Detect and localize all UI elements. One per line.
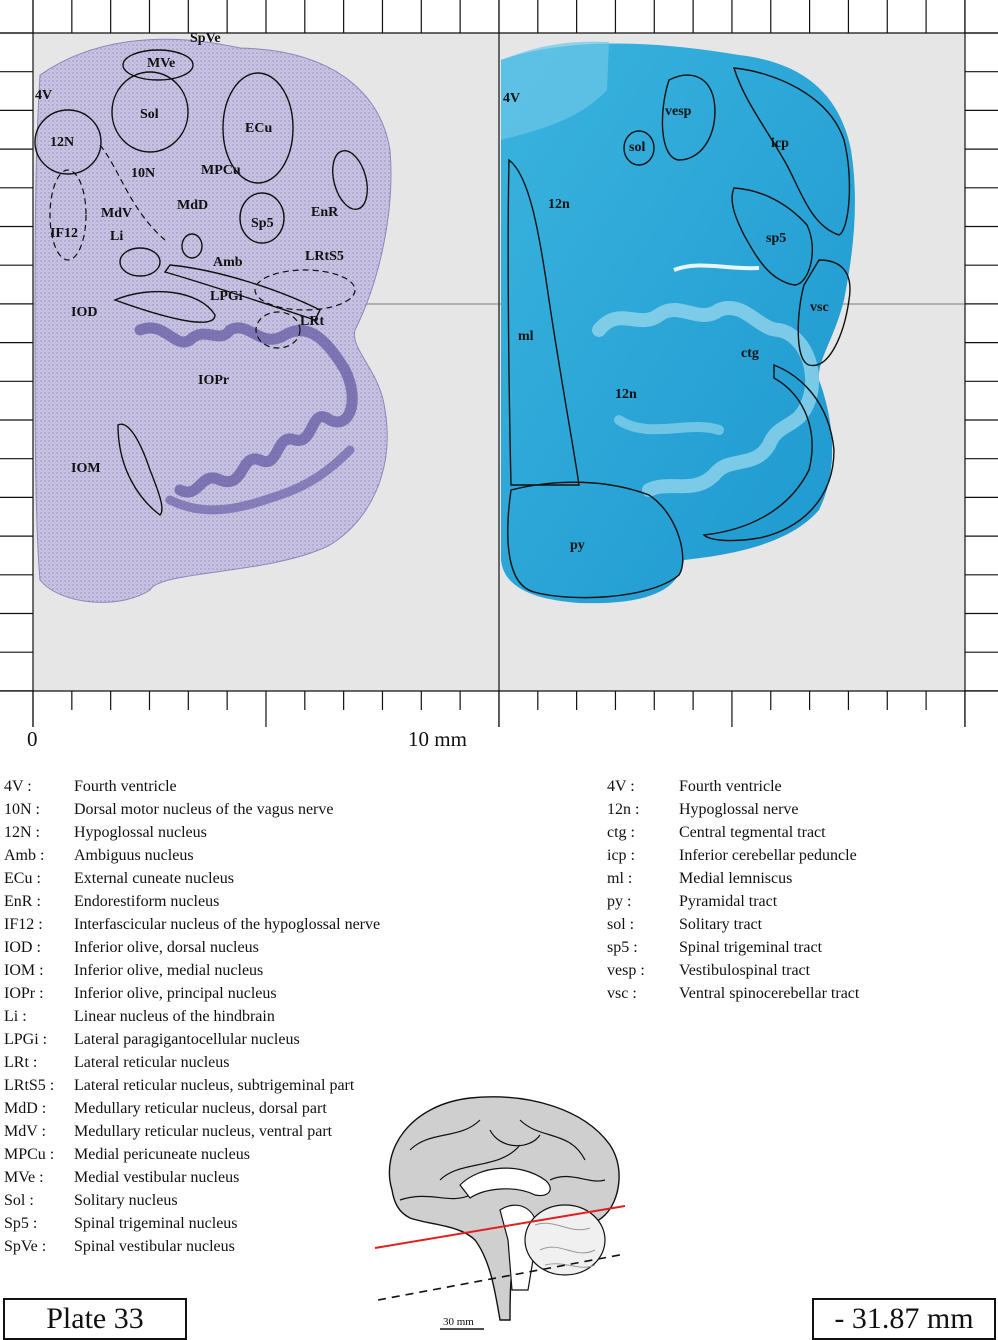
label-ecu: ECu — [245, 121, 273, 136]
legend_right-row — [607, 982, 859, 1005]
legend_right-row — [607, 959, 859, 982]
legend_left-row — [4, 1005, 380, 1028]
legend-description: Solitary nucleus — [74, 1192, 178, 1209]
label-li: Li — [110, 229, 124, 244]
legend-abbreviation: 12n : — [607, 801, 640, 818]
legend-description: Linear nucleus of the hindbrain — [74, 1008, 275, 1025]
label-lrts5: LRtS5 — [305, 249, 344, 264]
legend_left-row — [4, 1212, 380, 1235]
legend-description: External cuneate nucleus — [74, 870, 234, 887]
legend_left-row — [4, 936, 380, 959]
legend_left-row — [4, 959, 380, 982]
legend_right-row — [607, 867, 859, 890]
position-value: - 31.87 mm — [834, 1302, 974, 1335]
label-vsc: vsc — [810, 300, 829, 315]
label-12N: 12N — [50, 135, 75, 150]
legend_left-row — [4, 798, 380, 821]
label-mdv: MdV — [101, 206, 133, 221]
legend_left-row — [4, 1097, 380, 1120]
legend-description: Central tegmental tract — [679, 824, 826, 841]
legend_left-row — [4, 844, 380, 867]
legend-description: Spinal trigeminal tract — [679, 939, 823, 956]
legend-abbreviation: MdV : — [4, 1123, 46, 1140]
label-if12: IF12 — [50, 226, 78, 241]
myelin-section — [499, 0, 965, 700]
legend_left-row — [4, 1074, 380, 1097]
legend-abbreviation: MdD : — [4, 1100, 47, 1117]
legend_left-row — [4, 867, 380, 890]
legend_right-row — [607, 913, 859, 936]
label-iopr: IOPr — [198, 373, 230, 388]
legend_left-row — [4, 1235, 380, 1258]
label-sol: Sol — [140, 107, 159, 122]
legend_left-row — [4, 1051, 380, 1074]
legend-abbreviation: vesp : — [607, 962, 645, 979]
legend-description: Medullary reticular nucleus, ventral part — [74, 1123, 333, 1140]
legend-abbreviation: ctg : — [607, 824, 635, 841]
legend-right — [607, 775, 859, 1005]
legend-description: Medial pericuneate nucleus — [74, 1146, 250, 1163]
label-icp: icp — [771, 136, 789, 151]
label-enr: EnR — [311, 205, 339, 220]
legend-description: Lateral paragigantocellular nucleus — [74, 1031, 300, 1048]
legend-abbreviation: LRtS5 : — [4, 1077, 55, 1094]
label-4v-right: 4V — [503, 91, 521, 106]
legend-description: Hypoglossal nerve — [679, 801, 799, 818]
brain-diagram — [370, 1090, 640, 1325]
legend-abbreviation: MVe : — [4, 1169, 44, 1186]
label-mpcu: MPCu — [201, 163, 241, 178]
legend-abbreviation: LPGi : — [4, 1031, 48, 1048]
legend-description: Inferior olive, dorsal nucleus — [74, 939, 259, 956]
legend-description: Inferior olive, principal nucleus — [74, 985, 277, 1002]
label-ml: ml — [518, 329, 534, 344]
legend-description: Pyramidal tract — [679, 893, 778, 910]
legend-abbreviation: 4V : — [4, 778, 32, 795]
legend-description: Medial lemniscus — [679, 870, 793, 887]
legend-left — [4, 775, 380, 1258]
scale-bar-label: 30 mm — [443, 1316, 474, 1328]
legend-description: Inferior olive, medial nucleus — [74, 962, 264, 979]
legend-abbreviation: LRt : — [4, 1054, 38, 1071]
legend-description: Ambiguus nucleus — [74, 847, 194, 864]
legend-abbreviation: Sp5 : — [4, 1215, 38, 1232]
legend-description: Ventral spinocerebellar tract — [679, 985, 860, 1002]
legend_left-row — [4, 1166, 380, 1189]
legend-abbreviation: icp : — [607, 847, 635, 864]
legend-abbreviation: MPCu : — [4, 1146, 55, 1163]
legend-abbreviation: 4V : — [607, 778, 635, 795]
legend-abbreviation: py : — [607, 893, 632, 910]
ruler-end-label: 10 mm — [408, 727, 467, 751]
label-12n-upper: 12n — [548, 197, 570, 212]
legend-description: Medial vestibular nucleus — [74, 1169, 240, 1186]
label-sp5: Sp5 — [251, 216, 274, 231]
legend-abbreviation: ml : — [607, 870, 633, 887]
label-4v-left: 4V — [35, 88, 53, 103]
legend_right-row — [607, 798, 859, 821]
legend_left-row — [4, 1189, 380, 1212]
label-sol-tract: sol — [629, 140, 646, 155]
legend_left-row — [4, 982, 380, 1005]
legend_right-row — [607, 821, 859, 844]
legend-description: Hypoglossal nucleus — [74, 824, 207, 841]
label-mve: MVe — [147, 56, 176, 71]
legend-description: Vestibulospinal tract — [679, 962, 811, 979]
legend-abbreviation: IOM : — [4, 962, 44, 979]
legend_left-row — [4, 821, 380, 844]
legend-description: Interfascicular nucleus of the hypoglossal nerve — [74, 916, 381, 933]
label-sp5-tract: sp5 — [766, 231, 787, 246]
legend-description: Medullary reticular nucleus, dorsal part — [74, 1100, 327, 1117]
legend-description: Spinal vestibular nucleus — [74, 1238, 235, 1255]
legend-abbreviation: IOPr : — [4, 985, 44, 1002]
legend-description: Lateral reticular nucleus, subtrigeminal part — [74, 1077, 355, 1094]
legend-abbreviation: Amb : — [4, 847, 45, 864]
label-lrt: LRt — [300, 314, 325, 329]
legend-abbreviation: SpVe : — [4, 1238, 47, 1255]
legend-abbreviation: sol : — [607, 916, 635, 933]
legend_left-row — [4, 1028, 380, 1051]
legend-abbreviation: 10N : — [4, 801, 40, 818]
legend_right-row — [607, 936, 859, 959]
nissl-section — [0, 0, 499, 700]
legend-abbreviation: Sol : — [4, 1192, 34, 1209]
legend-description: Dorsal motor nucleus of the vagus nerve — [74, 801, 334, 818]
label-lpgi: LPGi — [210, 289, 243, 304]
legend_right-row — [607, 844, 859, 867]
legend-description: Solitary tract — [679, 916, 763, 933]
legend_left-row — [4, 890, 380, 913]
label-spve: SpVe — [190, 31, 221, 46]
legend_left-row — [4, 1143, 380, 1166]
legend-description: Lateral reticular nucleus — [74, 1054, 230, 1071]
position-box — [812, 1298, 996, 1340]
label-vesp: vesp — [665, 104, 692, 119]
label-ctg: ctg — [741, 346, 759, 361]
legend-description: Fourth ventricle — [679, 778, 782, 795]
label-12n-lower: 12n — [615, 387, 637, 402]
legend_right-row — [607, 890, 859, 913]
legend_right-row — [607, 775, 859, 798]
legend-description: Inferior cerebellar peduncle — [679, 847, 857, 864]
legend-abbreviation: Li : — [4, 1008, 27, 1025]
label-10N: 10N — [131, 166, 156, 181]
legend-description: Fourth ventricle — [74, 778, 177, 795]
legend-description: Spinal trigeminal nucleus — [74, 1215, 238, 1232]
label-iod: IOD — [71, 305, 98, 320]
legend-abbreviation: sp5 : — [607, 939, 638, 956]
legend_left-row — [4, 775, 380, 798]
plate-number: Plate 33 — [46, 1302, 144, 1335]
label-mdd: MdD — [177, 198, 209, 213]
label-iom: IOM — [71, 461, 101, 476]
legend-abbreviation: ECu : — [4, 870, 41, 887]
label-py: py — [570, 538, 585, 553]
label-amb: Amb — [213, 255, 243, 270]
legend-abbreviation: EnR : — [4, 893, 41, 910]
legend-abbreviation: vsc : — [607, 985, 637, 1002]
ruler-start-label: 0 — [27, 727, 38, 751]
legend-abbreviation: IOD : — [4, 939, 41, 956]
legend-abbreviation: IF12 : — [4, 916, 43, 933]
legend-description: Endorestiform nucleus — [74, 893, 220, 910]
legend-abbreviation: 12N : — [4, 824, 40, 841]
plate-number-box — [3, 1298, 187, 1340]
legend_left-row — [4, 1120, 380, 1143]
legend_left-row — [4, 913, 380, 936]
